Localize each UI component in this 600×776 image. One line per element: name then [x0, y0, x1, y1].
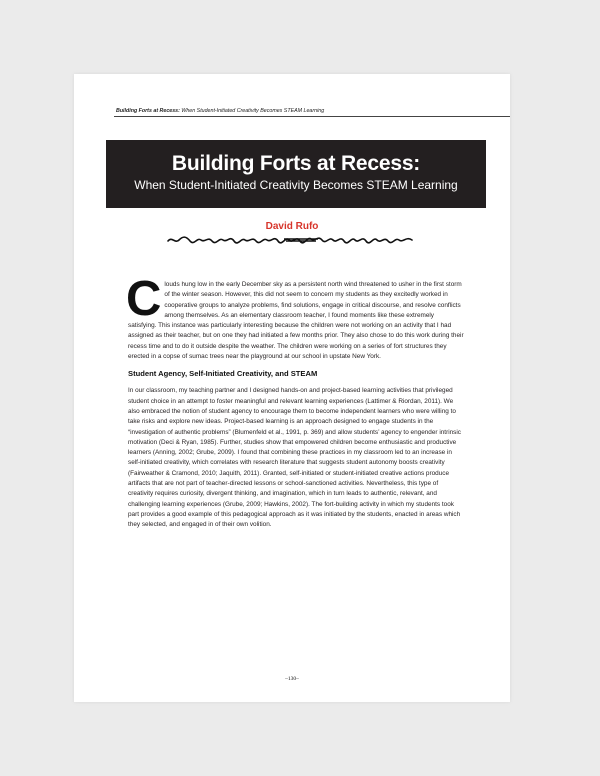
article-subtitle: When Student-Initiated Creativity Becomes STEAM Learning: [134, 178, 458, 192]
document-page: [74, 74, 510, 702]
author-name: David Rufo: [265, 221, 319, 232]
title-banner: [106, 140, 486, 208]
paragraph-intro: [126, 272, 464, 362]
page-number: –130–: [285, 676, 299, 682]
paragraph-body: In our classroom, my teaching partner and I designed hands-on and project-based learning activities that privileged student choice in an attempt to foster meaningful and relevant learning experiences (Lattimer & Riordan, 2011). We also embraced the notion of student agency to encourage them to become independent learners who were willing to take risks and explore new ideas. Project-based learning is an approach designed to engage students in the “investigation of authentic problems” (Blumenfeld et al., 1991, p. 369) and allow students’ agency to engender intrinsic motivation (Deci & Ryan, 1985). Further, studies show that empowered children become enthusiastic and productive learners (Anning, 2002; Grube, 2009). I found that combining these practices in my classroom led to an increase in self-initiated creativity, which correlates with research literature that suggests student autonomy boosts creativity (Fairweather & Cramond, 2010; Jaquith, 2011). Granted, self-initiated or student-initiated creative actions produce artifacts that are not part of teacher-directed lessons or school-sanctioned activities. Nevertheless, this type of creativity requires curiosity, divergent thinking, and imagination, which in turn leads to authentic, relevant, and challenging learning experiences (Grube, 2009; Hawkins, 2002). The fort-building activity in which my students took part provides a good example of this pedagogical approach as it was initiated by the students, enacted in areas which they selected, and engaged in of their own volition.: [128, 387, 461, 529]
running-header-subtitle: When Student-Initiated Creativity Becomes STEAM Learning: [179, 108, 325, 114]
article-body: [126, 272, 464, 531]
paragraph-intro-text: louds hung low in the early December sky as a persistent north wind threatened to usher in the first storm of the winter season. However, this did not seem to concern my students as they excitedly worked in cooperative groups to analyze problems, find solutions, engage in critical discourse, and resolve conflicts among themselves. As an elementary classroom teacher, I found moments like these extremely satisfying. This instance was particularly interesting because the children were not working on an activity that I had assigned as their teacher, but on one they had initiated a few months prior. They also chose to do this work during their recess time and to do it outside despite the weather. The children were working on a series of fort structures they erected in a copse of sumac trees near the playground at our school in upstate New York.: [128, 281, 464, 361]
running-header: [116, 108, 324, 114]
signature-flourish: [166, 232, 416, 246]
drop-cap: C: [126, 272, 162, 326]
section-heading: Student Agency, Self-Initiated Creativity, and STEAM: [128, 369, 318, 379]
header-rule: [114, 116, 510, 117]
article-title: Building Forts at Recess:: [171, 152, 421, 175]
running-header-title: Building Forts at Recess:: [116, 108, 180, 114]
